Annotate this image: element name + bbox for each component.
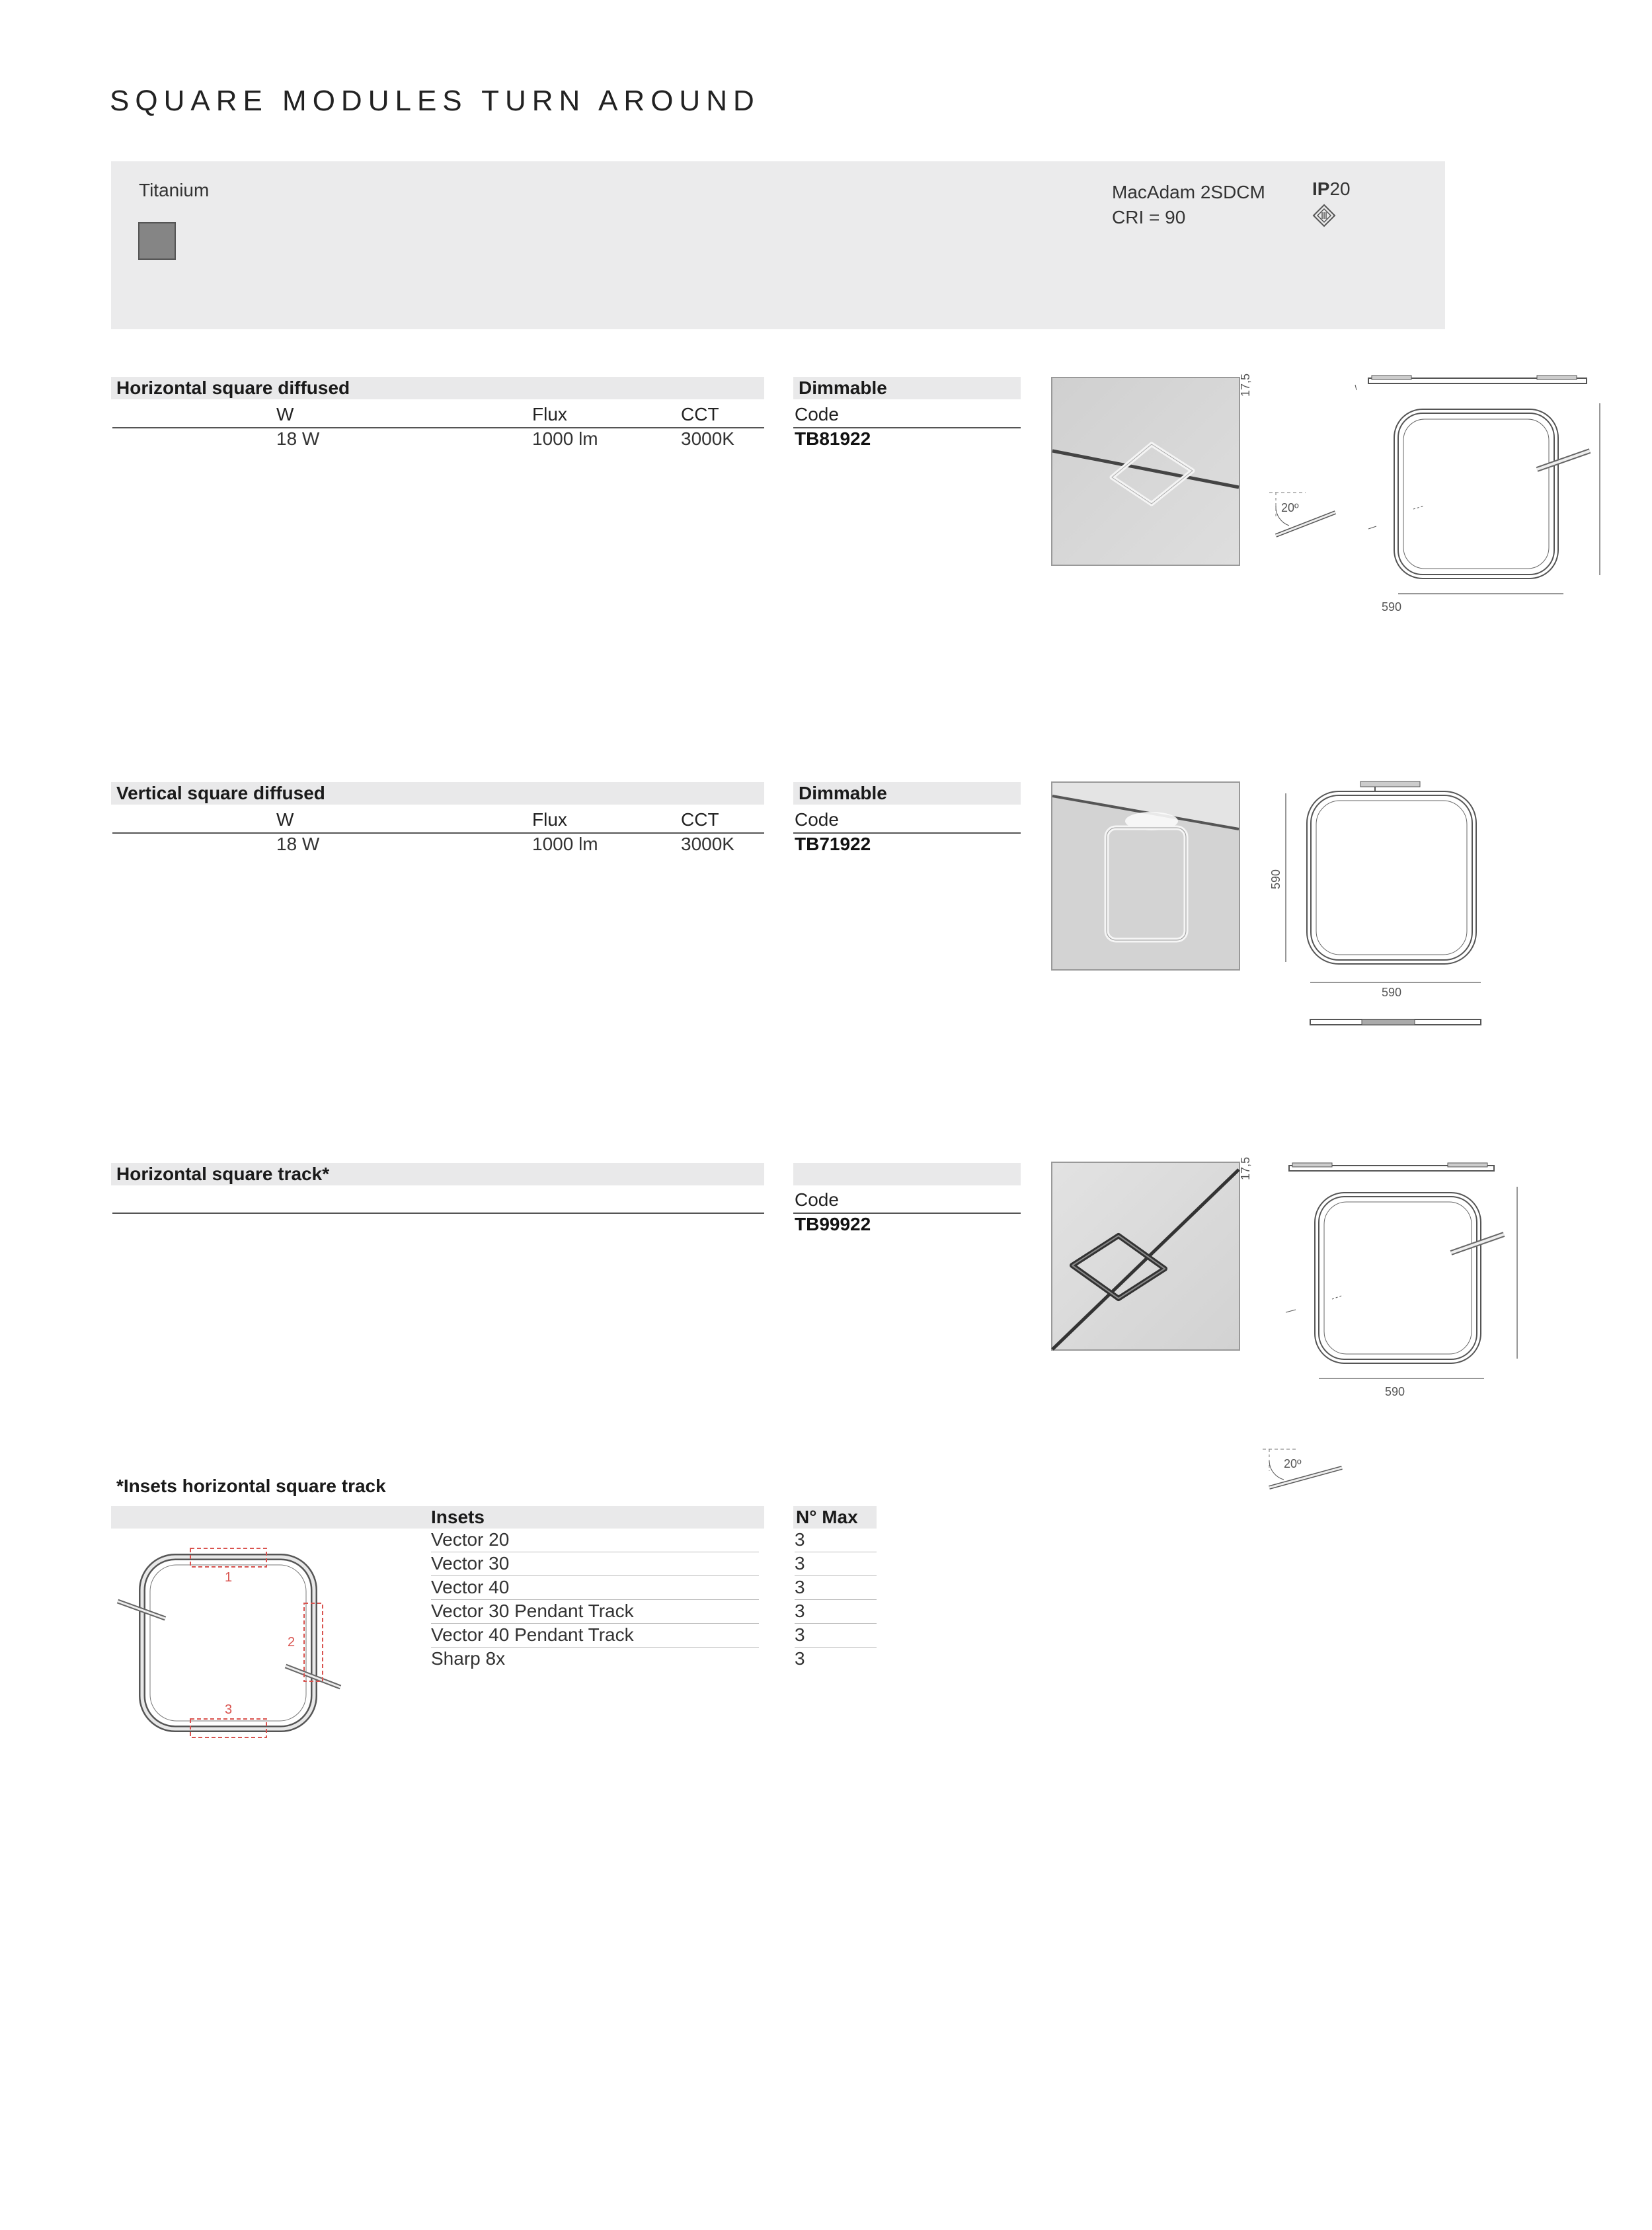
angle-detail-drawing (1256, 1441, 1362, 1501)
dimmable-header: Dimmable (793, 782, 1021, 805)
macadam-spec: MacAdam 2SDCM (1112, 182, 1265, 202)
list-item: 3 (795, 1576, 877, 1600)
class-III-icon (1312, 204, 1336, 227)
dimmable-header: Dimmable (793, 377, 1021, 399)
technical-drawing-vertical-diffused (1256, 774, 1507, 1031)
list-item: 3 (795, 1624, 877, 1648)
zone-1-label: 1 (225, 1570, 233, 1585)
zone-3-label: 3 (225, 1702, 233, 1717)
value-w: 18 W (276, 834, 320, 854)
cri-spec: CRI = 90 (1112, 207, 1186, 227)
list-item: Vector 30 Pendant Track (431, 1600, 759, 1624)
zone-2-label: 2 (288, 1635, 295, 1650)
dim-height-label: 17,5 (1239, 1156, 1252, 1180)
list-item: Vector 20 (431, 1529, 759, 1552)
value-flux: 1000 lm (532, 428, 598, 449)
list-item: 3 (795, 1648, 805, 1669)
dimmable-header (793, 1163, 1021, 1185)
col-flux: Flux (532, 809, 567, 830)
col-code: Code (795, 404, 839, 424)
insets-list (431, 1529, 759, 1671)
dim-height-label: 17,5 (1239, 373, 1252, 397)
angle-label: 20º (1284, 1457, 1302, 1470)
value-w: 18 W (276, 428, 320, 449)
dim-width-label: 590 (1382, 986, 1402, 999)
insets-title: *Insets horizontal square track (116, 1476, 386, 1496)
value-flux: 1000 lm (532, 834, 598, 854)
section-header-horizontal-diffused: Horizontal square diffused (111, 377, 764, 399)
col-w: W (276, 809, 294, 830)
product-code: TB99922 (795, 1214, 871, 1234)
light-specs (1112, 180, 1265, 230)
dim-width-label: 590 (1385, 1385, 1405, 1398)
finish-label: Titanium (139, 180, 210, 200)
list-item: 3 (795, 1600, 877, 1624)
divider (112, 427, 764, 428)
product-photo-horizontal-track (1051, 1162, 1240, 1351)
technical-drawing-horizontal-diffused (1239, 370, 1613, 648)
product-photo-vertical-diffused (1051, 781, 1240, 971)
col-code: Code (795, 809, 839, 830)
list-item: 3 (795, 1552, 877, 1576)
col-cct: CCT (681, 809, 719, 830)
col-w: W (276, 404, 294, 424)
dim-width-label: 590 (1382, 600, 1402, 614)
section-header-vertical-diffused: Vertical square diffused (111, 782, 764, 805)
divider (112, 832, 764, 834)
max-list (795, 1529, 877, 1671)
col-code: Code (795, 1189, 839, 1210)
insets-col-header: Insets (111, 1506, 764, 1529)
ip-value: 20 (1329, 179, 1351, 199)
value-cct: 3000K (681, 834, 734, 854)
list-item: Vector 40 Pendant Track (431, 1624, 759, 1648)
page-title: SQUARE MODULES TURN AROUND (110, 85, 760, 117)
list-item: 3 (795, 1529, 877, 1552)
product-code: TB71922 (795, 834, 871, 854)
max-col-header: N° Max (793, 1506, 877, 1529)
col-flux: Flux (532, 404, 567, 424)
finish-swatch (138, 222, 176, 260)
list-item: Vector 40 (431, 1576, 759, 1600)
value-cct: 3000K (681, 428, 734, 449)
ip-label: IP (1312, 179, 1330, 199)
angle-label: 20º (1281, 501, 1299, 514)
ip-rating (1312, 179, 1351, 200)
list-item: Sharp 8x (431, 1648, 506, 1669)
section-header-horizontal-track: Horizontal square track* (111, 1163, 764, 1185)
col-cct: CCT (681, 404, 719, 424)
product-code: TB81922 (795, 428, 871, 449)
list-item: Vector 30 (431, 1552, 759, 1576)
insets-zone-diagram (112, 1540, 350, 1745)
product-photo-horizontal-diffused (1051, 377, 1240, 566)
technical-drawing-horizontal-track (1239, 1154, 1534, 1405)
divider (112, 1213, 764, 1214)
dim-height-label: 590 (1269, 869, 1282, 889)
